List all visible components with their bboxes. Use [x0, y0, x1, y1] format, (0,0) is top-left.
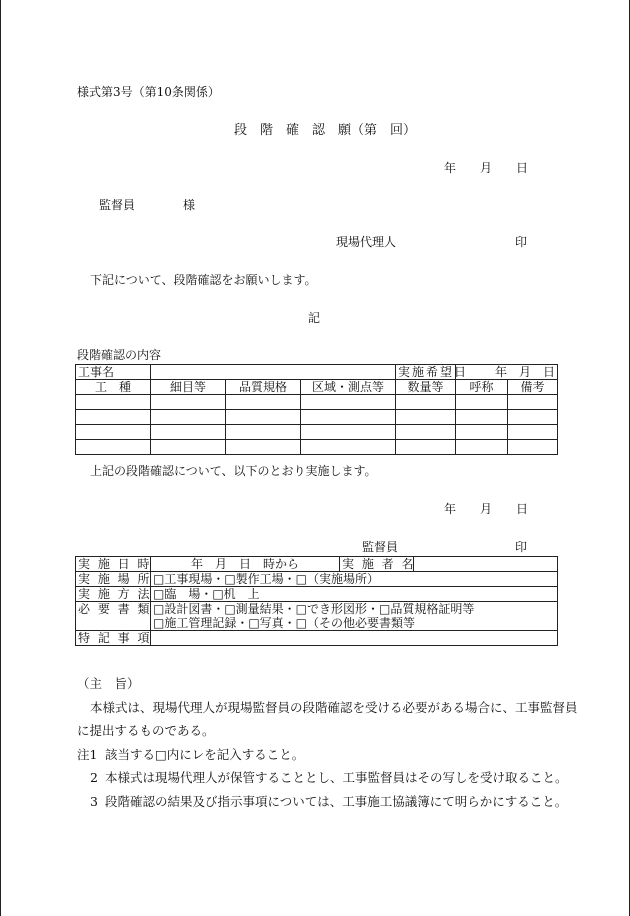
table-row: [76, 440, 558, 455]
impl-datetime-label: 実 施 日 時: [76, 557, 151, 572]
method-label: 実 施 方 法: [76, 587, 151, 602]
confirmation-content-table: [75, 364, 558, 455]
supervisor-seal: 印: [515, 540, 528, 554]
implementer-label: 実 施 者 名: [340, 557, 414, 572]
document-title: 段 階 確 認 願（第 回）: [234, 123, 417, 138]
desired-date-label: 実施希望日: [396, 365, 456, 380]
project-name-field[interactable]: [151, 365, 396, 380]
implementation-date: 年 月 日: [444, 502, 529, 516]
note-2: 本様式は現場代理人が保管することとし、工事監督員はその写しを受け取ること。: [105, 770, 568, 785]
impl-datetime-field[interactable]: 年 月 日 時から: [151, 557, 340, 572]
place-options[interactable]: □工事現場・□製作工場・□（実施場所）: [151, 572, 558, 587]
addressee-label: 監督員: [99, 198, 136, 212]
page-border-left: [0, 0, 1, 916]
desired-date-field[interactable]: 年 月 日: [456, 365, 558, 380]
form-number: 様式第3号（第10条関係）: [77, 85, 220, 99]
ki-heading: 記: [308, 311, 321, 325]
docs-options-1[interactable]: □設計図書・□測量結果・□でき形図形・□品質規格証明等: [151, 602, 558, 617]
implementation-table: [75, 556, 558, 646]
table-row: [76, 395, 558, 410]
note-2-number: 2: [90, 770, 98, 785]
section-label: 段階確認の内容: [77, 348, 162, 362]
header-quality-standard: 品質規格: [226, 380, 301, 395]
header-details: 細目等: [151, 380, 226, 395]
note-3-number: 3: [90, 794, 98, 809]
addressee-honorific: 様: [183, 198, 196, 212]
header-remarks: 備考: [508, 380, 558, 395]
docs-label: 必 要 書 類: [76, 602, 151, 631]
notes-label: 特 記 事 項: [76, 631, 151, 646]
remarks-purpose-2: に提出するものである。: [77, 723, 215, 738]
request-text: 下記について、段階確認をお願いします。: [90, 273, 317, 287]
table-row: [76, 410, 558, 425]
request-date: 年 月 日: [444, 161, 529, 175]
header-designation: 呼称: [456, 380, 508, 395]
note-1-number: 注1: [77, 747, 98, 762]
remarks-purpose-1: 本様式は、現場代理人が現場監督員の段階確認を受ける必要がある場合に、工事監督員: [90, 700, 578, 715]
header-quantity: 数量等: [396, 380, 456, 395]
docs-options-2[interactable]: □施工管理記録・□写真・□（その他必要書類等: [151, 616, 558, 631]
project-name-label: 工事名: [76, 365, 151, 380]
header-area-station: 区域・測点等: [301, 380, 396, 395]
implementation-text: 上記の段階確認について、以下のとおり実施します。: [90, 464, 377, 478]
place-label: 実 施 場 所: [76, 572, 151, 587]
header-work-type: 工 種: [76, 380, 151, 395]
remarks-title: （主 旨）: [77, 676, 140, 691]
implementer-field[interactable]: [414, 557, 558, 572]
applicant-label: 現場代理人: [336, 235, 397, 249]
supervisor-label: 監督員: [362, 540, 399, 554]
note-1: 該当する□内にレを記入すること。: [105, 747, 305, 762]
note-3: 段階確認の結果及び指示事項については、工事施工協議簿にて明らかにすること。: [105, 794, 568, 809]
method-options[interactable]: □臨 場・□机 上: [151, 587, 558, 602]
notes-field[interactable]: [151, 631, 558, 646]
applicant-seal: 印: [515, 235, 528, 249]
table-row: [76, 425, 558, 440]
